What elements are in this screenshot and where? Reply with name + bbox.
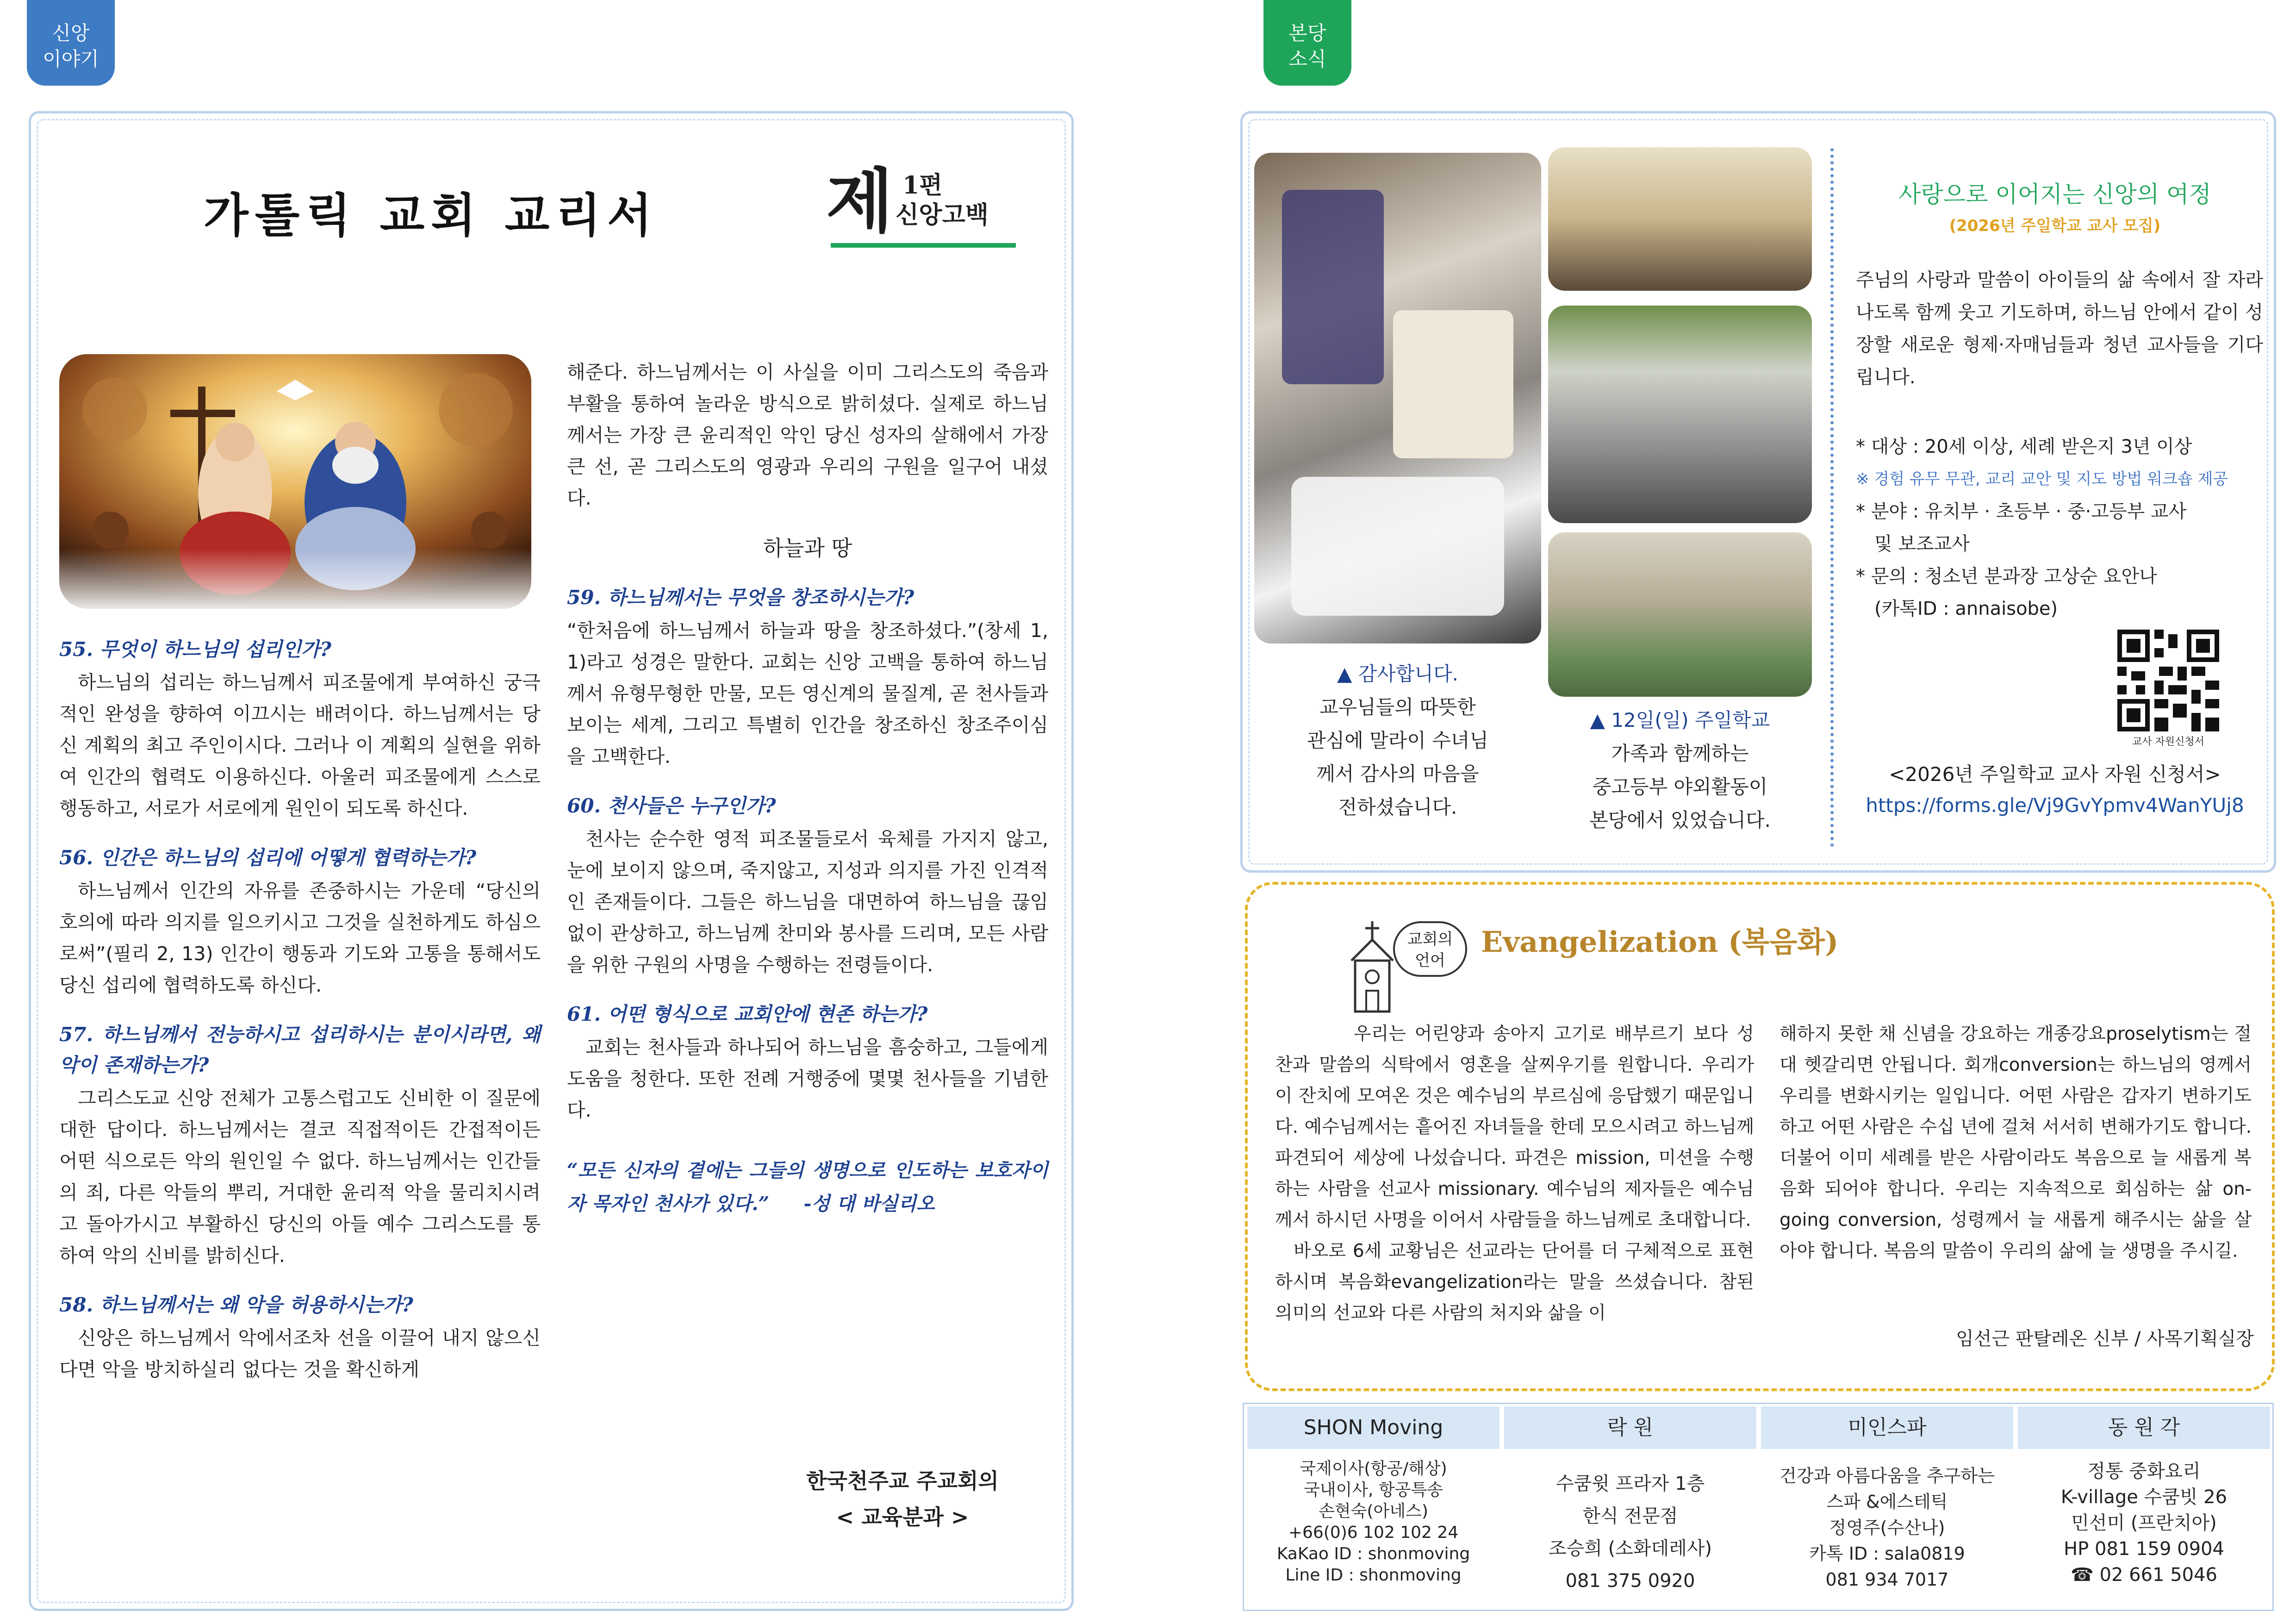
- ad-header-miin-spa: 미인스파: [1761, 1406, 2013, 1449]
- recruit-field-cont: 및 보조교사: [1874, 533, 1970, 555]
- evangelization-title: Evangelization (복음화): [1481, 925, 1839, 959]
- photo-school-hall: [1548, 147, 1812, 291]
- recruit-intro: 주님의 사랑과 말씀이 아이들의 삶 속에서 잘 자라나도록 함께 웃고 기도하며, 하느님 안에서 같이 성장할 새로운 형제·자매님들과 청년 교사들을 기다립니다.: [1856, 269, 2263, 388]
- ad-nakwon-line3: 조승희 (소화데레사): [1548, 1538, 1712, 1559]
- ad-spa-line1: 건강과 아름다움을 추구하는: [1780, 1466, 1995, 1486]
- left-column-1: [59, 616, 541, 1385]
- section-tab-parish-news: [1263, 0, 1351, 86]
- caption-school-line2: 중고등부 야외활동이: [1592, 775, 1768, 798]
- part-underline: [831, 243, 1016, 248]
- recruit-title: 사랑으로 이어지는 신앙의 여정: [1898, 181, 2211, 208]
- column-divider: [1830, 148, 1834, 847]
- form-title: <2026년 주일학교 교사 자원 신청서>: [1889, 763, 2221, 786]
- ad-shon-line2: 국내이사, 항공특송: [1303, 1480, 1444, 1499]
- photo-donations: [1254, 153, 1541, 643]
- church-icon: [1347, 921, 1398, 1014]
- question-56: 56. 인간은 하느님의 섭리에 어떻게 협력하는가?: [59, 846, 477, 869]
- evangelization-author: 임선근 판탈레온 신부 / 사목기획실장: [1956, 1328, 2254, 1349]
- ad-spa-line4: 카톡 ID : sala0819: [1809, 1543, 1965, 1564]
- ad-shon-line1: 국제이사(항공/해상): [1300, 1459, 1447, 1478]
- tab-line2: 소식: [1288, 48, 1326, 70]
- section-tab-faith-story: [27, 0, 115, 86]
- part-heading: [826, 162, 1020, 255]
- ad-shon-line4: +66(0)6 102 102 24: [1288, 1523, 1459, 1542]
- question-59: 59. 하느님께서는 무엇을 창조하시는가?: [567, 586, 915, 609]
- evangelization-paragraph-1: 우리는 어린양과 송아지 고기로 배부르기 보다 성찬과 말씀의 식탁에서 영혼을 살찌우기를 원합니다. 우리가 이 잔치에 모여온 것은 예수님의 부르심에 응답했기 때문입니다. 예수님께서는 흩어진 자녀들을 한데 모으시려고 하느님께 파견되어 세상에 나섰습니다. 파견은 mission, 미션을 수행하는 사람을 선교사 missionary. 예수님의 제자들은 예수님께서 하시던 사명을 이어서 사람들을 하느님께로 초대합니다.: [1275, 1024, 1754, 1230]
- ad-nakwon-line2: 한식 전문점: [1582, 1505, 1678, 1527]
- ad-shon-line6: Line ID : shonmoving: [1285, 1566, 1462, 1585]
- quote-text: “모든 신자의 곁에는 그들의 생명으로 인도하는 보호자이자 목자인 천사가 있다.”: [567, 1159, 1048, 1215]
- ad-dong-line4: HP 081 159 0904: [2064, 1538, 2224, 1560]
- source-line1: 한국천주교 주교회의: [806, 1468, 999, 1493]
- church-language-badge: [1393, 921, 1467, 977]
- recruit-contact: * 문의 : 청소년 분과장 고상순 요안나: [1856, 566, 2157, 587]
- ad-spa-line5: 081 934 7017: [1825, 1569, 1949, 1590]
- tab-line1: 본당: [1288, 22, 1326, 44]
- quote-author: -성 대 바실리오: [803, 1193, 935, 1215]
- page-title: 가톨릭 교회 교리서: [204, 188, 659, 243]
- answer-60: 천사는 순수한 영적 피조물들로서 육체를 가지지 않고, 눈에 보이지 않으며, 죽지않고, 지성과 의지를 가진 인격적인 존재들이다. 그들은 하느님을 대면하여 하느님을 끊임없이 관상하고, 하느님께 찬미와 봉사를 드리며, 모든 사람을 위한 구원의 사명을 수행하는 전령들이다.: [567, 828, 1048, 976]
- part-number: 1편: [902, 171, 943, 200]
- answer-58: 신앙은 하느님께서 악에서조차 선을 이끌어 내지 않으신다면 악을 방치하실리 없다는 것을 확신하게: [59, 1327, 541, 1380]
- question-60: 60. 천사들은 누구인가?: [567, 794, 776, 817]
- tab-line1: 신앙: [52, 22, 90, 44]
- caption-school-line1: 가족과 함께하는: [1611, 742, 1749, 765]
- caption-sunday-school: [1548, 704, 1812, 837]
- recruit-field: * 분야 : 유치부 · 초등부 · 중·고등부 교사: [1856, 501, 2187, 522]
- ad-spa-line2: 스파 &에스테틱: [1826, 1492, 1948, 1512]
- answer-59: “한처음에 하느님께서 하늘과 땅을 창조하셨다.”(창세 1, 1)라고 성경은 말한다. 교회는 신앙 고백을 통하여 하느님께서 유형무형한 만물, 모든 영신계의 물질계, 곧 천사들과 보이는 세계, 그리고 특별히 인간을 창조하신 창조주이심을 고백한다.: [567, 619, 1048, 768]
- badge-line2: 언어: [1415, 951, 1445, 970]
- form-link[interactable]: https://forms.gle/Vj9GvYpmv4WanYUj8: [1866, 794, 2244, 817]
- question-61: 61. 어떤 형식으로 교회안에 현존 하는가?: [567, 1003, 928, 1025]
- question-55: 55. 무엇이 하느님의 섭리인가?: [59, 638, 331, 661]
- caption-school-title: ▲ 12일(일) 주일학교: [1590, 709, 1770, 731]
- ad-nakwon-line4: 081 375 0920: [1565, 1570, 1695, 1592]
- question-57: 57. 하느님께서 전능하시고 섭리하시는 분이시라면, 왜 악이 존재하는가?: [59, 1023, 541, 1076]
- evangelization-right-text: 해하지 못한 채 신념을 강요하는 개종강요proselytism는 절대 헷갈리면 안됩니다. 회개conversion는 하느님의 영께서 우리를 변화시키는 일입니다. 어떤 사람은 갑자기 변하기도 하고 어떤 사람은 수십 년에 걸쳐 서서히 변해가기도 합니다. 더불어 이미 세례를 받은 사람이라도 복음으로 늘 새롭게 복음화 되어야 합니다. 우리는 지속적으로 회심하는 삶 on-going conversion, 성령께서 늘 새롭게 해주시는 삶을 살아야 합니다. 복음의 말씀이 우리의 삶에 늘 생명을 주시길.: [1780, 1024, 2252, 1262]
- ad-dong-line5: ☎ 02 661 5046: [2070, 1564, 2217, 1586]
- recruit-target: * 대상 : 20세 이상, 세례 받은지 3년 이상: [1856, 436, 2192, 457]
- recruit-contact-id: (카톡ID : annaisobe): [1874, 598, 2058, 619]
- source-line2: < 교육분과 >: [836, 1505, 969, 1530]
- question-58: 58. 하느님께서는 왜 악을 허용하시는가?: [59, 1293, 413, 1316]
- caption-thanks-title: ▲ 감사합니다.: [1337, 662, 1458, 685]
- ad-dong-line3: 민선미 (프란치아): [2071, 1512, 2217, 1534]
- recruit-target-note: ※ 경험 유무 무관, 교리 교안 및 지도 방법 워크숍 제공: [1856, 470, 2228, 488]
- ad-shon-moving: [1250, 1458, 1497, 1586]
- caption-thanks-line3: 께서 감사의 마음을: [1316, 762, 1479, 785]
- caption-thanks: [1259, 657, 1537, 824]
- part-big-char: 제: [826, 161, 893, 242]
- answer-58-continued: 해준다. 하느님께서는 이 사실을 이미 그리스도의 죽음과 부활을 통하여 놀라운 방식으로 밝히셨다. 실제로 하느님께서는 가장 큰 윤리적인 악인 당신 성자의 살해에서 가장 큰 선, 곧 그리스도의 영광과 우리의 구원을 일구어 내셨다.: [567, 361, 1048, 509]
- ad-nakwon-line1: 수쿰윗 프라자 1층: [1556, 1473, 1705, 1494]
- ad-header-shon: SHON Moving: [1247, 1406, 1500, 1449]
- ad-nakwon: [1506, 1468, 1754, 1597]
- left-column-2: [567, 356, 1048, 1220]
- trinity-painting: [59, 354, 531, 609]
- caption-school-line3: 본당에서 있었습니다.: [1589, 809, 1771, 831]
- ad-miin-spa: [1763, 1463, 2011, 1593]
- caption-thanks-line1: 교우님들의 따뜻한: [1319, 696, 1476, 718]
- ad-spa-line3: 정영주(수산나): [1829, 1518, 1945, 1538]
- qr-code[interactable]: [2117, 630, 2219, 731]
- answer-57: 그리스도교 신앙 전체가 고통스럽고도 신비한 이 질문에 대한 답이다. 하느님께서는 결코 직접적이든 간접적이든 어떤 식으로든 악의 원인일 수 없다. 하느님께서는 인간들의 죄, 다른 악들의 뿌리, 거대한 윤리적 악을 물리치시려고 돌아가시고 부활하신 당신의 아들 예수 그리스도를 통하여 악의 신비를 밝히신다.: [59, 1087, 541, 1267]
- evangelization-left-text: [1275, 1018, 1754, 1329]
- caption-thanks-line2: 관심에 말라이 수녀님: [1307, 729, 1488, 752]
- section-heaven-earth: 하늘과 땅: [763, 536, 852, 561]
- qr-label: 교사 자원신청서: [2132, 736, 2204, 748]
- source-credit: [759, 1463, 1046, 1535]
- ad-header-nakwon: 락 원: [1504, 1406, 1756, 1449]
- evangelization-paragraph-2: 바오로 6세 교황님은 선교라는 단어를 더 구체적으로 표현하시며 복음화evangelization라는 말을 쓰셨습니다. 참된 의미의 선교와 다른 사람의 처지와 삶을 이: [1275, 1241, 1754, 1324]
- caption-thanks-line4: 전하셨습니다.: [1338, 796, 1457, 818]
- answer-55: 하느님의 섭리는 하느님께서 피조물에게 부여하신 궁극적인 완성을 향하여 이끄시는 배려이다. 하느님께서는 당신 계획의 최고 주인이시다. 그러나 이 계획의 실현을 위하여 인간의 협력도 이용하신다. 아울러 피조물에게 스스로 행동하고, 서로가 서로에게 원인이 되도록 하신다.: [59, 671, 541, 819]
- saint-quote: [567, 1154, 1048, 1220]
- ad-shon-line5: KaKao ID : shonmoving: [1276, 1544, 1470, 1563]
- tab-line2: 이야기: [43, 48, 99, 70]
- ad-shon-line3: 손현숙(아네스): [1319, 1502, 1428, 1521]
- ad-dong-line1: 정통 중화요리: [2087, 1461, 2201, 1482]
- photo-sunday-school: [1548, 532, 1812, 697]
- photo-outdoor-activity: [1548, 306, 1812, 523]
- ad-header-dongwongak: 동 원 각: [2018, 1406, 2270, 1449]
- ad-dongwongak: [2020, 1458, 2268, 1588]
- recruit-subtitle: (2026년 주일학교 교사 모집): [1949, 217, 2161, 235]
- answer-61: 교회는 천사들과 하나되어 하느님을 흠숭하고, 그들에게 도움을 청한다. 또한 전례 거행중에 몇몇 천사들을 기념한다.: [567, 1036, 1048, 1121]
- recruit-details: [1856, 431, 2272, 625]
- ad-dong-line2: K-village 수쿰빗 26: [2060, 1487, 2228, 1508]
- part-name: 신앙고백: [896, 201, 989, 229]
- badge-line1: 교회의: [1407, 930, 1453, 949]
- answer-56: 하느님께서 인간의 자유를 존중하시는 가운데 “당신의 호의에 따라 의지를 일으키시고 그것을 실천하게도 하심으로써”(필리 2, 13) 인간이 행동과 기도와 고통을 통해서도 당신 섭리에 협력하도록 하신다.: [59, 880, 541, 996]
